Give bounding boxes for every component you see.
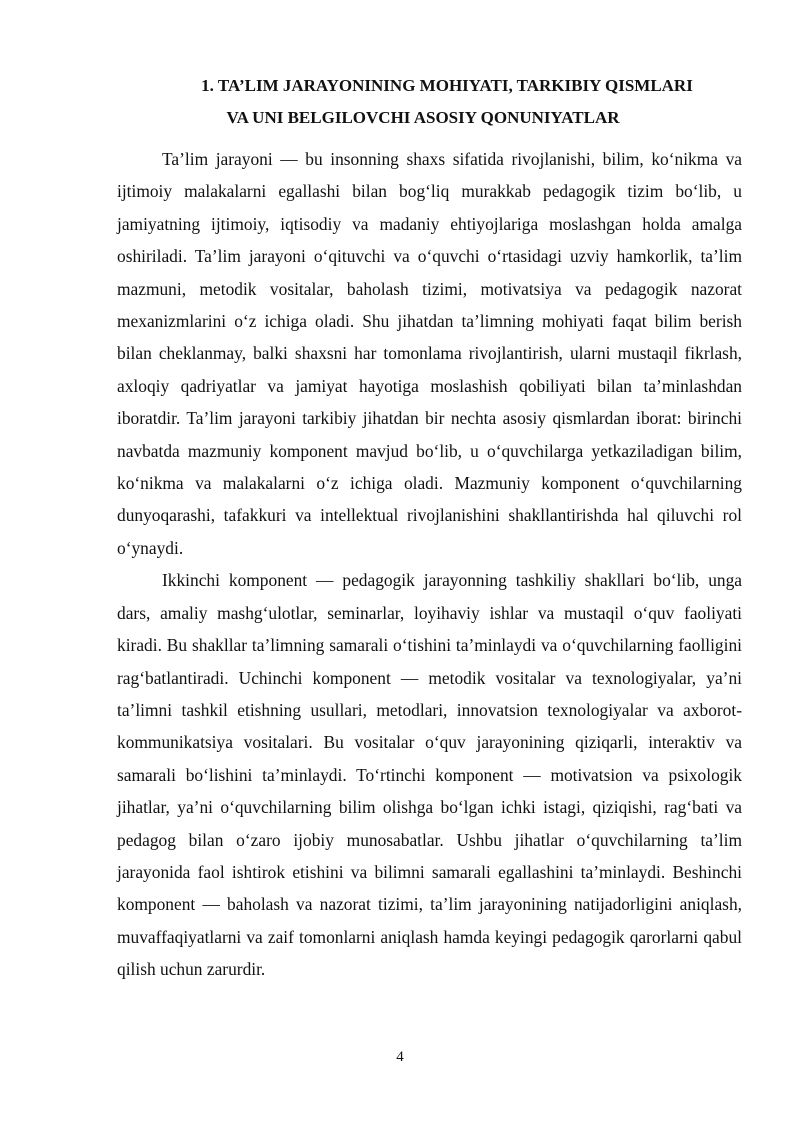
paragraph: Ikkinchi komponent — pedagogik jarayonning tashkiliy shakllari bo‘lib, unga dars, amaliy mashg‘ulotlar, seminarlar, loyihaviy ishlar va mustaqil o‘quv faoliyati kiradi. Bu shakllar ta’limning samarali o‘tishini ta’minlaydi va o‘quvchilarning faolligini rag‘batlantiradi. Uchinchi komponent — metodik vositalar va texnologiyalar, ya’ni ta’limni tashkil etishning usullari, metodlari, innovatsion texnologiyalar va axborot-kommunikatsiya vositalari. Bu vositalar o‘quv jarayonining qiziqarli, interaktiv va samarali bo‘lishini ta’minlaydi. To‘rtinchi komponent — motivatsion va psixologik jihatlar, ya’ni o‘quvchilarning bilim olishga bo‘lgan ichki istagi, qiziqishi, rag‘bati va pedagog bilan o‘zaro ijobiy munosabatlar. Ushbu jihatlar o‘quvchilarning ta’lim jarayonida faol ishtirok etishini va bilimni samarali egallashini ta’minlaydi. Beshinchi komponent — baholash va nazorat tizimi, ta’lim jarayonining natijadorligini aniqlash, muvaffaqiyatlarni va zaif tomonlarni aniqlash hamda keyingi pedagogik qarorlarni qabul qilish uchun zarurdir. [117,570,742,980]
section-heading-line-2: VA UNI BELGILOVCHI ASOSIY QONUNIYATLAR [226,108,620,127]
page-number: 4 [396,1049,404,1065]
paragraph: Ta’lim jarayoni — bu insonning shaxs sifatida rivojlanishi, bilim, ko‘nikma va ijtimoiy malakalarni egallashi bilan bog‘liq murakkab pedagogik tizim bo‘lib, u jamiyatning ijtimoiy, iqtisodiy va madaniy ehtiyojlariga moslashgan holda amalga oshiriladi. Ta’lim jarayoni o‘qituvchi va o‘quvchi o‘rtasidagi uzviy hamkorlik, ta’lim mazmuni, metodik vositalar, baholash tizimi, motivatsiya va pedagogik nazorat mexanizmlarini o‘z ichiga oladi. Shu jihatdan ta’limning mohiyati faqat bilim berish bilan cheklanmay, balki shaxsni har tomonlama rivojlantirish, ularni mustaqil fikrlash, axloqiy qadriyatlar va jamiyat hayotiga moslashish qobiliyati bilan ta’minlashdan iboratdir. Ta’lim jarayoni tarkibiy jihatdan bir nechta asosiy qismlardan iborat: birinchi navbatda mazmuniy komponent mavjud bo‘lib, u o‘quvchilarga yetkaziladigan bilim, ko‘nikma va malakalarni o‘z ichiga oladi. Mazmuniy komponent o‘quvchilarning dunyoqarashi, tafakkuri va intellektual rivojlanishini shakllantirishda hal qiluvchi rol o‘ynaydi. [117,149,742,558]
section-heading-line-1: 1. TA’LIM JARAYONINING MOHIYATI, TARKIBIY QISMLARI [201,76,693,95]
body-text [117,143,742,986]
